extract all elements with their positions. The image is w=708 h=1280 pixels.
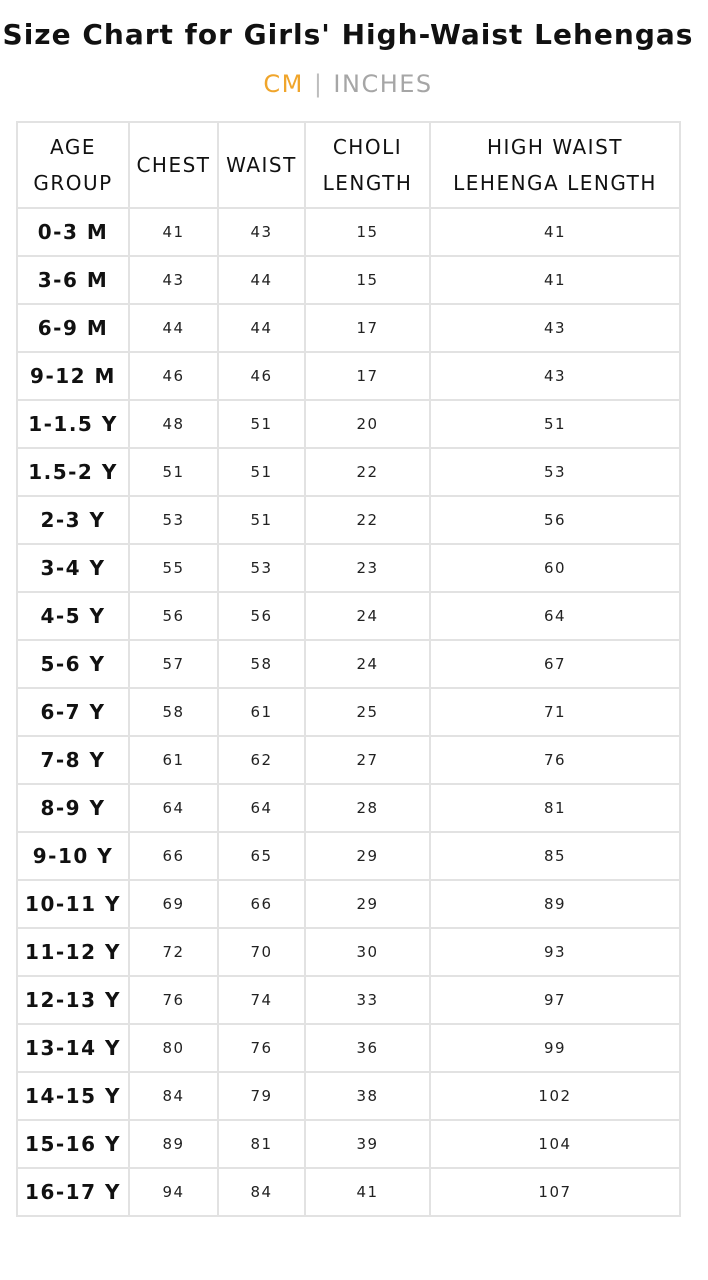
choli-length-cell: 41 [305, 1168, 430, 1216]
chest-cell: 72 [129, 928, 218, 976]
waist-cell: 51 [218, 496, 305, 544]
lehenga-length-cell: 76 [430, 736, 680, 784]
table-row [17, 832, 680, 880]
waist-cell: 64 [218, 784, 305, 832]
unit-toggle [0, 70, 696, 98]
choli-length-cell: 39 [305, 1120, 430, 1168]
table-row [17, 448, 680, 496]
header-hw-line1: HIGH WAIST [486, 135, 623, 159]
table-row [17, 736, 680, 784]
age-group-cell: 1-1.5 Y [17, 400, 129, 448]
choli-length-cell: 38 [305, 1072, 430, 1120]
chest-cell: 80 [129, 1024, 218, 1072]
table-row [17, 880, 680, 928]
table-row [17, 256, 680, 304]
lehenga-length-cell: 81 [430, 784, 680, 832]
table-row [17, 544, 680, 592]
header-choli-length [305, 122, 430, 208]
chest-cell: 57 [129, 640, 218, 688]
waist-cell: 62 [218, 736, 305, 784]
choli-length-cell: 27 [305, 736, 430, 784]
choli-length-cell: 17 [305, 304, 430, 352]
choli-length-cell: 29 [305, 832, 430, 880]
lehenga-length-cell: 85 [430, 832, 680, 880]
table-row [17, 1168, 680, 1216]
header-choli-line1: CHOLI [332, 135, 403, 159]
choli-length-cell: 15 [305, 208, 430, 256]
waist-cell: 79 [218, 1072, 305, 1120]
chest-cell: 51 [129, 448, 218, 496]
table-row [17, 1072, 680, 1120]
chest-cell: 44 [129, 304, 218, 352]
chest-cell: 41 [129, 208, 218, 256]
table-row [17, 592, 680, 640]
age-group-cell: 14-15 Y [17, 1072, 129, 1120]
table-row [17, 1120, 680, 1168]
page-title: Size Chart for Girls' High-Waist Lehengas [2, 18, 694, 51]
age-group-cell: 11-12 Y [17, 928, 129, 976]
choli-length-cell: 33 [305, 976, 430, 1024]
age-group-cell: 7-8 Y [17, 736, 129, 784]
waist-cell: 74 [218, 976, 305, 1024]
choli-length-cell: 20 [305, 400, 430, 448]
chest-cell: 89 [129, 1120, 218, 1168]
header-age-line2: GROUP [33, 171, 113, 195]
waist-cell: 65 [218, 832, 305, 880]
choli-length-cell: 23 [305, 544, 430, 592]
chest-cell: 64 [129, 784, 218, 832]
age-group-cell: 2-3 Y [17, 496, 129, 544]
lehenga-length-cell: 104 [430, 1120, 680, 1168]
age-group-cell: 3-6 M [17, 256, 129, 304]
age-group-cell: 15-16 Y [17, 1120, 129, 1168]
unit-separator: | [313, 70, 324, 98]
lehenga-length-cell: 71 [430, 688, 680, 736]
choli-length-cell: 22 [305, 496, 430, 544]
chest-cell: 94 [129, 1168, 218, 1216]
age-group-cell: 9-12 M [17, 352, 129, 400]
age-group-cell: 12-13 Y [17, 976, 129, 1024]
table-row [17, 208, 680, 256]
age-group-cell: 10-11 Y [17, 880, 129, 928]
waist-cell: 81 [218, 1120, 305, 1168]
chest-cell: 43 [129, 256, 218, 304]
age-group-cell: 0-3 M [17, 208, 129, 256]
chest-cell: 69 [129, 880, 218, 928]
lehenga-length-cell: 97 [430, 976, 680, 1024]
chest-cell: 53 [129, 496, 218, 544]
table-row [17, 928, 680, 976]
choli-length-cell: 36 [305, 1024, 430, 1072]
age-group-cell: 4-5 Y [17, 592, 129, 640]
table-row [17, 496, 680, 544]
table-header-row [17, 122, 680, 208]
choli-length-cell: 25 [305, 688, 430, 736]
lehenga-length-cell: 67 [430, 640, 680, 688]
choli-length-cell: 17 [305, 352, 430, 400]
header-age-line1: AGE [50, 135, 96, 159]
lehenga-length-cell: 64 [430, 592, 680, 640]
table-row [17, 640, 680, 688]
waist-cell: 76 [218, 1024, 305, 1072]
unit-inches-toggle[interactable]: INCHES [333, 70, 433, 98]
header-hw-line2: LEHENGA LENGTH [453, 171, 657, 195]
waist-cell: 44 [218, 256, 305, 304]
choli-length-cell: 29 [305, 880, 430, 928]
age-group-cell: 16-17 Y [17, 1168, 129, 1216]
lehenga-length-cell: 41 [430, 256, 680, 304]
lehenga-length-cell: 41 [430, 208, 680, 256]
chest-cell: 56 [129, 592, 218, 640]
lehenga-length-cell: 53 [430, 448, 680, 496]
header-high-waist-lehenga-length [430, 122, 680, 208]
table-row [17, 976, 680, 1024]
chest-cell: 48 [129, 400, 218, 448]
choli-length-cell: 24 [305, 640, 430, 688]
lehenga-length-cell: 56 [430, 496, 680, 544]
waist-cell: 70 [218, 928, 305, 976]
choli-length-cell: 24 [305, 592, 430, 640]
age-group-cell: 6-7 Y [17, 688, 129, 736]
age-group-cell: 9-10 Y [17, 832, 129, 880]
waist-cell: 56 [218, 592, 305, 640]
age-group-cell: 13-14 Y [17, 1024, 129, 1072]
age-group-cell: 5-6 Y [17, 640, 129, 688]
table-row [17, 784, 680, 832]
chest-cell: 84 [129, 1072, 218, 1120]
waist-cell: 46 [218, 352, 305, 400]
table-row [17, 400, 680, 448]
waist-cell: 84 [218, 1168, 305, 1216]
waist-cell: 43 [218, 208, 305, 256]
lehenga-length-cell: 43 [430, 304, 680, 352]
header-age-group [17, 122, 129, 208]
lehenga-length-cell: 93 [430, 928, 680, 976]
waist-cell: 58 [218, 640, 305, 688]
chest-cell: 76 [129, 976, 218, 1024]
size-chart-table [16, 121, 681, 1217]
header-waist: WAIST [218, 122, 305, 208]
table-row [17, 1024, 680, 1072]
waist-cell: 44 [218, 304, 305, 352]
lehenga-length-cell: 89 [430, 880, 680, 928]
lehenga-length-cell: 51 [430, 400, 680, 448]
age-group-cell: 1.5-2 Y [17, 448, 129, 496]
age-group-cell: 3-4 Y [17, 544, 129, 592]
choli-length-cell: 22 [305, 448, 430, 496]
lehenga-length-cell: 60 [430, 544, 680, 592]
chest-cell: 46 [129, 352, 218, 400]
table-body [17, 208, 680, 1216]
waist-cell: 66 [218, 880, 305, 928]
chest-cell: 58 [129, 688, 218, 736]
chest-cell: 61 [129, 736, 218, 784]
lehenga-length-cell: 99 [430, 1024, 680, 1072]
table-row [17, 688, 680, 736]
unit-cm-toggle[interactable]: CM [263, 70, 304, 98]
waist-cell: 53 [218, 544, 305, 592]
table-row [17, 352, 680, 400]
table-row [17, 304, 680, 352]
header-choli-line2: LENGTH [322, 171, 413, 195]
chest-cell: 55 [129, 544, 218, 592]
choli-length-cell: 28 [305, 784, 430, 832]
age-group-cell: 6-9 M [17, 304, 129, 352]
header-chest: CHEST [129, 122, 218, 208]
waist-cell: 51 [218, 400, 305, 448]
lehenga-length-cell: 102 [430, 1072, 680, 1120]
chest-cell: 66 [129, 832, 218, 880]
lehenga-length-cell: 107 [430, 1168, 680, 1216]
waist-cell: 61 [218, 688, 305, 736]
choli-length-cell: 30 [305, 928, 430, 976]
waist-cell: 51 [218, 448, 305, 496]
choli-length-cell: 15 [305, 256, 430, 304]
age-group-cell: 8-9 Y [17, 784, 129, 832]
lehenga-length-cell: 43 [430, 352, 680, 400]
